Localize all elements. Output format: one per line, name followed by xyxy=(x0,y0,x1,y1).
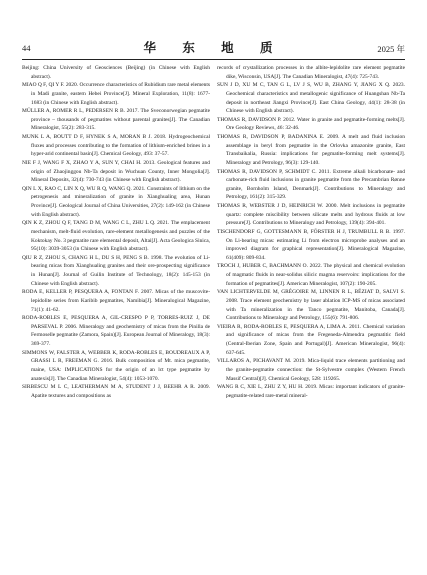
reference-entry: THOMAS R, DAVIDSON P, SCHMIDT C. 2011. Extreme alkali bicarbonate- and carbonate-rich fluid inclusions in granite pegmatite from the Precambrian Rønne granite, Bornholm Island, Denmark[J]. Contributions to Mineralogy and Petrology, 161(2): 315-329. xyxy=(217,168,405,201)
reference-entry: TROCH J, HUBER C, BACHMANN O. 2022. The physical and chemical evolution of magmatic fluids in near-solidus silicic magma reservoirs: implications for the formation of pegmatites[J]. American Mineralogist, 107(2): 190-205. xyxy=(217,263,405,287)
reference-entry: QIU R Z, ZHOU S, CHANG H L, DU S H, PENG S B. 1998. The evolution of Li-bearing micas from Xianghualing granites and their ore-prospecting significance in Hunan[J]. Journal of Guilin Institute of Technology, 18(2): 145-153 (in Chinese with English abstract). xyxy=(22,254,210,287)
references-right-column xyxy=(217,64,405,400)
reference-entry: records of crystallization processes in the albite-lepidolite rare element pegmatite dike, Wisconsin, USA[J]. The Canadian Mineralogist, 47(4): 725-743. xyxy=(217,65,405,80)
page-header xyxy=(22,38,405,58)
reference-entry: QIN L X, RAO C, LIN X Q, WU R Q, WANG Q. 2021. Constraints of lithium on the petrogenesis and mineralization of granite in Xianghualing area, Hunan Province[J]. Geological Journal of China Universities, 27(2): 149-162 (in Chinese with English abstract). xyxy=(22,185,210,218)
reference-entry: SUN J D, XU M C, TAN G L, LV J S, WU B, ZHANG Y, JIANG X Q. 2023. Geochemical characteristics and metallogenic significance of Huangshan Nb-Ta deposit in northeast Jiangxi Province[J]. East China Geology, 44(1): 28-38 (in Chinese with English abstract). xyxy=(217,82,405,115)
reference-entry: NIE F J, WANG F X, ZHAO Y A, SUN Y, CHAI H. 2013. Geological features and origin of Zhaojinggou Nb-Ta deposit in Wuchuan County, Inner Mongolia[J]. Mineral Deposits, 32(4): 730-743 (in Chinese with English abstract). xyxy=(22,159,210,184)
reference-entry: THOMAS R, DAVIDSON P. 2012. Water in granite and pegmatite-forming melts[J]. Ore Geology Reviews, 46: 32-46. xyxy=(217,116,405,132)
reference-entry: TISCHENDORF G, GOTTESMANN B, FÖRSTER H J, TRUMBULL R B. 1997. On Li-bearing micas: estimating Li from electron microprobe analyses and an improved diagram for graphical representation[J]. Mineralogical Magazine, 61(409): 809-834. xyxy=(217,228,405,261)
references-left-column xyxy=(22,64,210,400)
reference-entry: VAN LICHTERVELDE M, GRÉGOIRE M, LINNEN R L, BÉZIAT D, SALVI S. 2008. Trace element geochemistry by laser ablation ICP-MS of micas associated with Ta mineralization in the Tanco pegmatite, Manitoba, Canada[J]. Contributions to Mineralogy and Petrology, 155(6): 791-806. xyxy=(217,289,405,322)
reference-entry: VILLAROS A, PICHAVANT M. 2019. Mica-liquid trace elements partitioning and the granite-pegmatite connection: the St-Sylvestre complex (Western French Massif Central)[J]. Chemical Geology, 528: 119265. xyxy=(217,358,405,382)
reference-entry: QIN K Z, ZHOU Q F, TANG D M, WANG C L, ZHU L Q. 2021. The emplacement mechanism, melt-fluid evolution, rare-element metallogenesis and puzzles of the Koktokay No. 3 pegmatite rare elemental deposit, Altai[J]. Acta Geologica Sinica, 95(10): 3039-3053 (in Chinese with English abstract). xyxy=(22,220,210,253)
page-number: 44 xyxy=(22,43,31,53)
reference-entry: VIEIRA R, RODA-ROBLES E, PESQUERA A, LIMA A. 2011. Chemical variation and significance of micas from the Fregeneda-Almendra pegmatitic field (Central-Iberian Zone, Spain and Portugal)[J]. American Mineralogist, 96(4): 637-645. xyxy=(217,323,405,356)
publication-year: 2025 年 xyxy=(377,44,405,54)
reference-entry: SIRBESCU M L C, LEATHERMAN M A, STUDENT J J, BEEHR A R. 2009. Apatite textures and compositions as xyxy=(22,384,210,399)
reference-entry: THOMAS R, DAVIDSON P, BADANINA E. 2009. A melt and fluid inclusion assemblage in beryl from pegmatite in the Orlovka amazonite granite, East Transbaikalia, Russia: implications for pegmatite-forming melt systems[J]. Mineralogy and Petrology, 96(3): 129-140. xyxy=(217,134,405,166)
reference-entry: RODA-ROBLES E, PESQUERA A, GIL-CRESPO P P, TORRES-RUIZ J, DE PARSEVAL P. 2006. Mineralogy and geochemistry of micas from the Pinilla de Fermoselle pegmatite (Zamora, Spain)[J]. European Journal of Mineralogy, 18(3): 369-377. xyxy=(22,315,210,347)
reference-entry: MÜLLER A, ROMER R L, PEDERSEN R B. 2017. The Sveconorwegian pegmatite province – thousands of pegmatites without parental granites[J]. The Canadian Mineralogist, 55(2): 283-315. xyxy=(22,108,210,132)
reference-entry: SIMMONS W, FALSTER A, WEBBER K, RODA-ROBLES E, BOUDREAUX A P, GRASSI L R, FREEMAN G. 2016. Bulk composition of Mt. mica pegmatite, maine, USA: IMPLICATIONS for the origin of an lct type pegmatite by anatexis[J]. The Canadian Mineralogist, 54(4): 1053-1070. xyxy=(22,349,210,382)
reference-entry: MIAO Q F, QI Y F. 2020. Occurrence characteristics of Rubidium rare metal elements in Madi granite, eastern Hebei Province[J]. Mineral Exploration, 11(8): 1677-1683 (in Chinese with English abstract). xyxy=(22,82,210,106)
reference-entry: WANG R C, XIE L, ZHU Z Y, HU H. 2019. Micas: important indicators of granite-pegmatite-related rare-metal mineral- xyxy=(217,384,405,399)
reference-entry: Beijing: China University of Geosciences (Beijing) (in Chinese with English abstract). xyxy=(22,65,210,80)
reference-entry: RODA E, KELLER P, PESQUERA A, FONTAN F. 2007. Micas of the muscovite-lepidolite series from Karibib pegmatites, Namibia[J]. Mineralogical Magazine, 71(1): 41-62. xyxy=(22,289,210,313)
reference-entry: THOMAS R, WEBSTER J D, HEINRICH W. 2000. Melt inclusions in pegmatite quartz: complete miscibility between silicate melts and hydrous fluids at low pressure[J]. Contributions to Mineralogy and Petrology, 139(4): 394-401. xyxy=(217,203,405,227)
header-rule xyxy=(22,59,405,60)
reference-entry: MUNK L A, BOUTT D F, HYNEK S A, MORAN B J. 2018. Hydrogeochemical fluxes and processes contributing to the formation of lithium-enriched brines in a hyper-arid continental basin[J]. Chemical Geology, 493: 37-57. xyxy=(22,134,210,158)
journal-title: 华 东 地 质 xyxy=(143,40,284,55)
